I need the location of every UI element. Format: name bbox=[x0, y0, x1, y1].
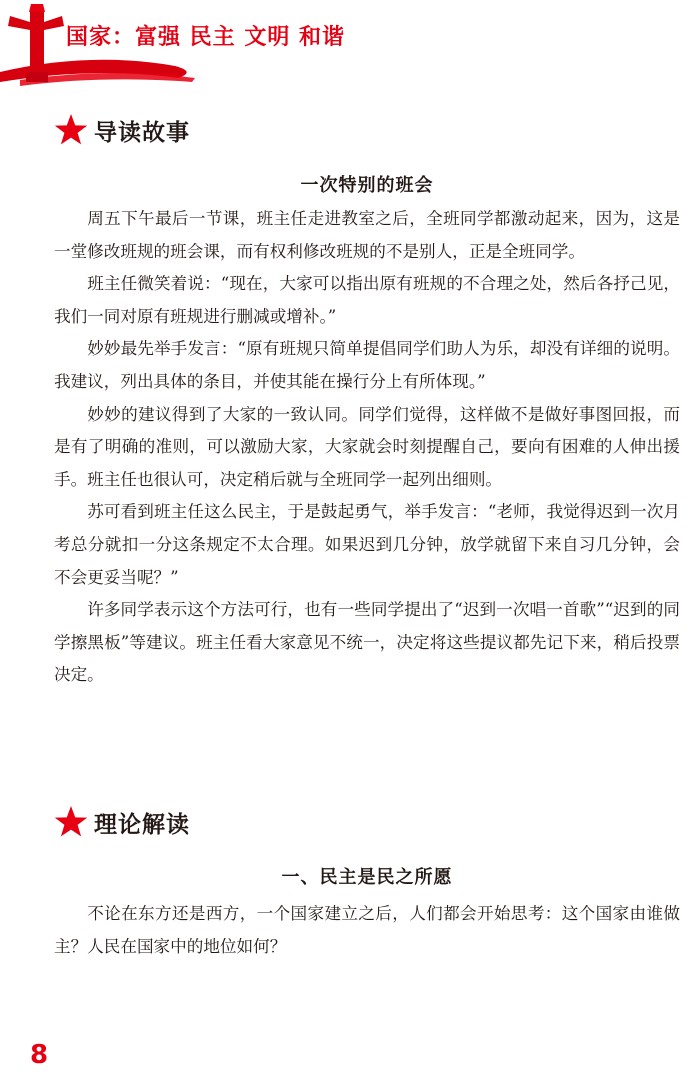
theory-body bbox=[54, 898, 680, 963]
paragraph: 周五下午最后一节课，班主任走进教室之后，全班同学都激动起来，因为，这是一堂修改班规的班会课，而有权利修改班规的不是别人，正是全班同学。 bbox=[54, 209, 680, 261]
section-heading-label: 导读故事 bbox=[94, 119, 190, 146]
page-number: 8 bbox=[30, 1040, 49, 1070]
paragraph: 妙妙最先举手发言：“原有班规只简单提倡同学们助人为乐，却没有详细的说明。我建议，列出具体的条目，并使其能在操行分上有所体现。” bbox=[54, 339, 680, 391]
paragraph: 班主任微笑着说：“现在，大家可以指出原有班规的不合理之处，然后各抒己见，我们一同对原有班规进行删减或增补。” bbox=[54, 274, 680, 326]
red-star-icon bbox=[54, 805, 88, 839]
theory-subtitle: 一、民主是民之所愿 bbox=[281, 867, 453, 888]
section-heading-theory bbox=[54, 805, 190, 839]
paragraph: 苏可看到班主任这么民主，于是鼓起勇气，举手发言：“老师，我觉得迟到一次月考总分就扣一分这条规定不太合理。如果迟到几分钟，放学就留下来自习几分钟，会不会更妥当呢？” bbox=[54, 502, 680, 587]
section-heading-guided-story bbox=[54, 113, 190, 147]
header-title: 国家：富强 民主 文明 和谐 bbox=[66, 25, 345, 50]
story-body bbox=[54, 203, 680, 692]
story-title: 一次特别的班会 bbox=[300, 175, 434, 196]
section-heading-label: 理论解读 bbox=[94, 811, 190, 838]
red-star-icon bbox=[54, 113, 88, 147]
paragraph: 许多同学表示这个方法可行，也有一些同学提出了“迟到一次唱一首歌”“迟到的同学擦黑板”等建议。班主任看大家意见不统一，决定将这些提议都先记下来，稍后投票决定。 bbox=[54, 600, 680, 685]
paragraph: 不论在东方还是西方，一个国家建立之后，人们都会开始思考：这个国家由谁做主？人民在国家中的地位如何？ bbox=[54, 904, 680, 956]
page-header bbox=[0, 0, 693, 90]
paragraph: 妙妙的建议得到了大家的一致认同。同学们觉得，这样做不是做好事图回报，而是有了明确的准则，可以激励大家，大家就会时刻提醒自己，要向有困难的人伸出援手。班主任也很认可，决定稍后就与全班同学一起列出细则。 bbox=[54, 404, 680, 489]
